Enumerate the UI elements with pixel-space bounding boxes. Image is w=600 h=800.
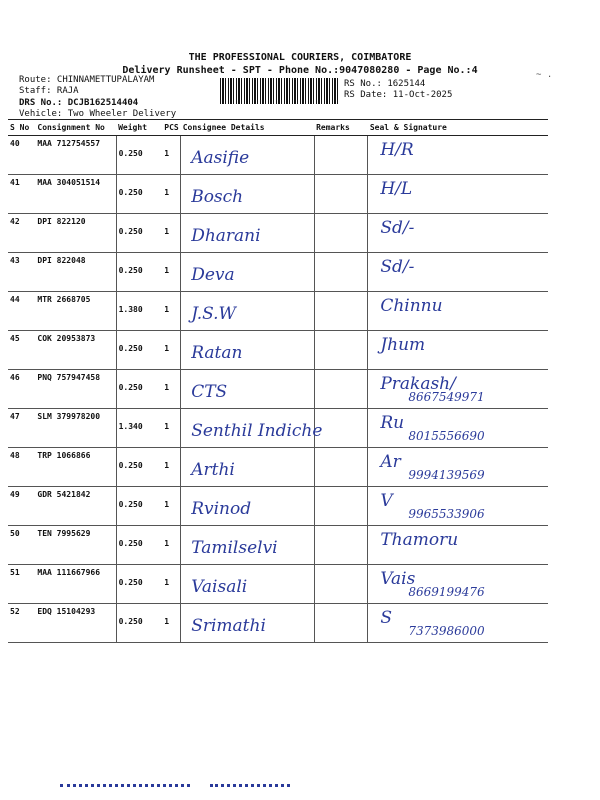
table-row xyxy=(8,409,548,448)
row-sno: 44 xyxy=(10,295,20,304)
row-consignee-name: Vaisali xyxy=(191,577,248,597)
row-consignment: MAA 111667966 xyxy=(37,568,101,577)
row-signature: Prakash/ xyxy=(380,374,456,394)
row-weight: 0.250 xyxy=(118,227,143,236)
row-consignee-name: Rvinod xyxy=(191,499,252,519)
row-consignee-name: CTS xyxy=(191,382,228,402)
row-consignment: MTR 2668705 xyxy=(37,295,91,304)
row-signature: Vais xyxy=(380,569,416,589)
row-signature: Sd/- xyxy=(380,257,415,277)
row-pcs: 1 xyxy=(164,383,170,392)
row-signature: Sd/- xyxy=(380,218,415,238)
row-signature: Thamoru xyxy=(380,530,459,550)
col-signature: Seal & Signature xyxy=(368,120,548,136)
row-pcs: 1 xyxy=(164,227,170,236)
row-sno: 49 xyxy=(10,490,20,499)
row-pcs: 1 xyxy=(164,344,170,353)
row-consignment: GDR 5421842 xyxy=(37,490,91,499)
row-consignment: DPI 822048 xyxy=(37,256,86,265)
row-pcs: 1 xyxy=(164,188,170,197)
vehicle-label: Vehicle: Two Wheeler Delivery xyxy=(19,109,177,119)
runsheet-subtitle: Delivery Runsheet - SPT - Phone No.:9047080280 - Page No.:4 xyxy=(122,65,478,76)
row-weight: 0.250 xyxy=(118,617,143,626)
row-consignee-name: Deva xyxy=(191,265,235,285)
row-signature: Ar xyxy=(380,452,401,472)
row-signature: H/R xyxy=(380,140,414,160)
row-sno: 45 xyxy=(10,334,20,343)
row-sno: 48 xyxy=(10,451,20,460)
row-pcs: 1 xyxy=(164,578,170,587)
row-consignee-name: Bosch xyxy=(191,187,244,207)
row-phone: 8667549971 xyxy=(408,390,485,404)
table-row xyxy=(8,214,548,253)
row-consignment: EDQ 15104293 xyxy=(37,607,96,616)
table-row xyxy=(8,253,548,292)
row-sno: 51 xyxy=(10,568,20,577)
table-header xyxy=(8,120,548,136)
table-row xyxy=(8,604,548,643)
col-consignment: Consignment No xyxy=(35,120,116,136)
row-signature: V xyxy=(380,491,393,511)
corner-mark: ~ . xyxy=(536,70,553,80)
drs-label: DRS No.: DCJB162514404 xyxy=(19,98,139,108)
row-weight: 0.250 xyxy=(118,149,143,158)
row-signature: H/L xyxy=(380,179,413,199)
row-consignment: PNQ 757947458 xyxy=(37,373,101,382)
row-weight: 1.340 xyxy=(118,422,143,431)
row-signature: S xyxy=(380,608,392,628)
table-row xyxy=(8,331,548,370)
row-pcs: 1 xyxy=(164,617,170,626)
row-pcs: 1 xyxy=(164,149,170,158)
row-signature: Chinnu xyxy=(380,296,443,316)
row-phone: 9965533906 xyxy=(408,507,485,521)
row-phone: 8015556690 xyxy=(408,429,485,443)
table-row xyxy=(8,565,548,604)
row-consignee-name: J.S.W xyxy=(191,304,237,324)
row-consignee-name: Tamilselvi xyxy=(191,538,278,558)
table-row xyxy=(8,487,548,526)
table-row xyxy=(8,370,548,409)
row-consignment: TRP 1066866 xyxy=(37,451,91,460)
row-weight: 0.250 xyxy=(118,578,143,587)
row-pcs: 1 xyxy=(164,461,170,470)
col-remarks: Remarks xyxy=(314,120,368,136)
row-consignee-name: Arthi xyxy=(191,460,235,480)
col-sno: S No xyxy=(8,120,35,136)
row-phone: 8669199476 xyxy=(408,585,485,599)
row-weight: 0.250 xyxy=(118,539,143,548)
row-weight: 0.250 xyxy=(118,266,143,275)
row-consignee-name: Ratan xyxy=(191,343,243,363)
row-signature: Jhum xyxy=(380,335,426,355)
row-consignee-name: Senthil Indiche xyxy=(191,421,323,441)
staff-label: Staff: RAJA xyxy=(19,86,79,96)
rs-number: RS No.: 1625144 xyxy=(344,79,426,89)
row-consignment: COK 20953873 xyxy=(37,334,96,343)
row-phone: 7373986000 xyxy=(408,624,485,638)
row-consignee-name: Dharani xyxy=(191,226,261,246)
bottom-handwriting-1 xyxy=(60,768,190,787)
row-sno: 42 xyxy=(10,217,20,226)
row-sno: 43 xyxy=(10,256,20,265)
table-row xyxy=(8,526,548,565)
table-row xyxy=(8,175,548,214)
bottom-handwriting-2 xyxy=(210,768,290,787)
row-weight: 0.250 xyxy=(118,383,143,392)
company-title: THE PROFESSIONAL COURIERS, COIMBATORE xyxy=(188,52,412,63)
row-weight: 0.250 xyxy=(118,461,143,470)
col-pcs: PCS xyxy=(162,120,180,136)
rs-date: RS Date: 11-Oct-2025 xyxy=(344,90,453,100)
row-weight: 0.250 xyxy=(118,188,143,197)
barcode xyxy=(220,78,340,104)
row-consignment: MAA 304051514 xyxy=(37,178,101,187)
row-sno: 52 xyxy=(10,607,20,616)
row-pcs: 1 xyxy=(164,305,170,314)
runsheet-table xyxy=(8,119,548,643)
col-consignee: Consignee Details xyxy=(181,120,314,136)
row-weight: 1.380 xyxy=(118,305,143,314)
row-consignee-name: Srimathi xyxy=(191,616,266,636)
row-consignment: TEN 7995629 xyxy=(37,529,91,538)
row-weight: 0.250 xyxy=(118,500,143,509)
row-pcs: 1 xyxy=(164,539,170,548)
table-row xyxy=(8,136,548,175)
row-pcs: 1 xyxy=(164,266,170,275)
row-sno: 47 xyxy=(10,412,20,421)
row-sno: 41 xyxy=(10,178,20,187)
row-consignment: MAA 712754557 xyxy=(37,139,101,148)
row-pcs: 1 xyxy=(164,422,170,431)
row-sno: 50 xyxy=(10,529,20,538)
table-row xyxy=(8,292,548,331)
col-weight: Weight xyxy=(116,120,162,136)
row-sno: 40 xyxy=(10,139,20,148)
row-consignee-name: Aasifie xyxy=(191,148,250,168)
row-consignment: DPI 822120 xyxy=(37,217,86,226)
row-sno: 46 xyxy=(10,373,20,382)
row-weight: 0.250 xyxy=(118,344,143,353)
row-pcs: 1 xyxy=(164,500,170,509)
route-label: Route: CHINNAMETTUPALAYAM xyxy=(19,75,155,85)
row-phone: 9994139569 xyxy=(408,468,485,482)
row-consignment: SLM 379978200 xyxy=(37,412,101,421)
table-row xyxy=(8,448,548,487)
row-signature: Ru xyxy=(380,413,405,433)
